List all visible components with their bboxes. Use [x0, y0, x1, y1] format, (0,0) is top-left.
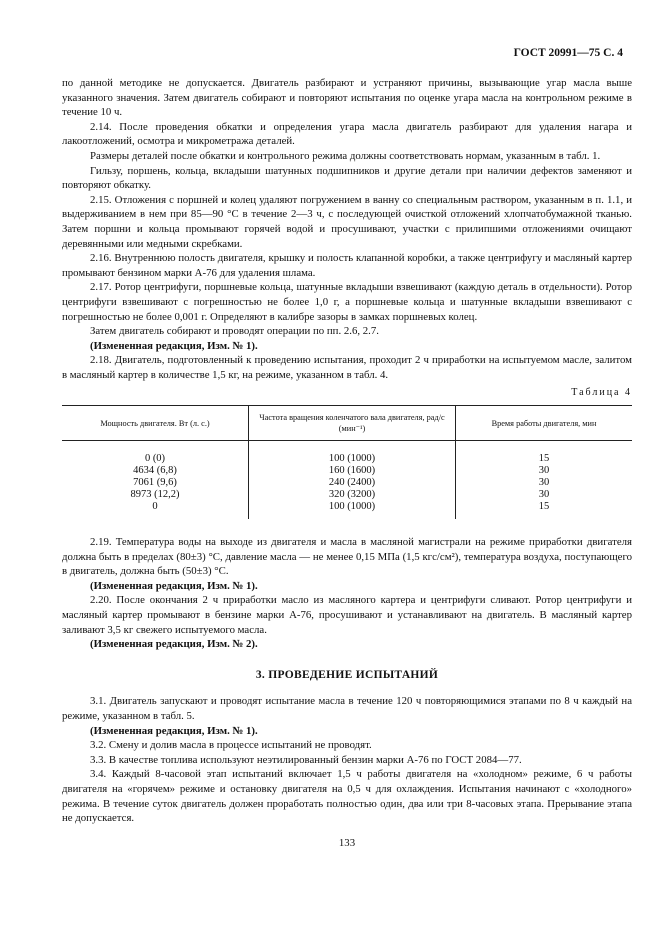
- paragraph: Гильзу, поршень, кольца, вкладыши шатунных подшипников и другие детали при наличии дефектов заменяют и повторяют обкатку.: [62, 164, 632, 192]
- table-cell: 320 (3200): [249, 489, 456, 501]
- amendment-note: (Измененная редакция, Изм. № 1).: [90, 579, 258, 592]
- table-cell: 8973 (12,2): [130, 489, 180, 501]
- paragraph: 2.18. Двигатель, подготовленный к проведению испытания, проходит 2 ч приработки на испытуемом масле, залитом в масляный картер в количестве 1,5 кг, на режиме, указанном в табл. 4.: [62, 354, 632, 381]
- table-cell: 30: [456, 489, 633, 501]
- table-header-row: [62, 406, 632, 441]
- section-title: 3. ПРОВЕДЕНИЕ ИСПЫТАНИЙ: [255, 668, 439, 681]
- paragraphs-bottom: [62, 694, 632, 825]
- table-row: [62, 465, 632, 477]
- paragraph: 2.15. Отложения с поршней и колец удаляют погружением в ванну со специальным раствором, указанным в п. 1.1, и выдерживанием в нем при 85—90 °С в течение 2—3 ч, с последующей очисткой отложений хлопчатобумажной тканью. Затем поршни и кольца промывают горячей водой и просушивают, участки с прилипшими отложениями очищают деревянными или медными скребками.: [62, 193, 632, 250]
- paragraph: 3.2. Смену и долив масла в процессе испытаний не проводят.: [90, 739, 372, 752]
- page-number: 133: [338, 836, 356, 849]
- amendment-note: (Измененная редакция, Изм. № 1).: [90, 339, 258, 352]
- amendment-note: (Измененная редакция, Изм. № 2).: [90, 638, 258, 651]
- paragraph: 2.19. Температура воды на выходе из двигателя и масла в масляной магистрали на режиме приработки двигателя должна быть в пределах (80±3) °С, давление масла — не менее 0,15 МПа (1,5 кгс/см²), температура воздуха, поступающего в двигатель, должна быть (50±3) °С.: [62, 536, 632, 578]
- paragraphs-mid: [62, 535, 632, 652]
- table-row: [62, 489, 632, 501]
- table-cell: 160 (1600): [249, 465, 456, 477]
- table-cell: 240 (2400): [249, 477, 456, 489]
- table-cell: 100 (1000): [249, 501, 456, 519]
- table-cell: 30: [456, 465, 633, 477]
- table-cell: 15: [456, 501, 633, 519]
- table-header-time: Время работы двигателя, мин: [456, 406, 633, 441]
- table-row: [62, 441, 632, 466]
- paragraph: 2.14. После проведения обкатки и определения угара масла двигатель разбирают для удаления нагара и лакоотложений, осмотра и микрометража деталей.: [62, 120, 632, 148]
- table-cell: 4634 (6,8): [133, 465, 177, 477]
- document-body: [62, 76, 632, 850]
- paragraph: Затем двигатель собирают и проводят операции по пп. 2.6, 2.7.: [90, 325, 379, 338]
- table-cell: 30: [456, 477, 633, 489]
- paragraph: по данной методике не допускается. Двигатель разбирают и устраняют причины, вызывающие угар масла выше указанного значения. Затем двигатель собирают и повторяют испытания по оценке угара масла на контрольном режиме в течение 10 ч.: [62, 77, 632, 119]
- table-cell: 0: [152, 501, 158, 513]
- table-header-power: Мощность двигателя. Вт (л. с.): [100, 418, 210, 428]
- table-cell: 0 (0): [144, 453, 166, 465]
- table-cell: 100 (1000): [249, 441, 456, 466]
- paragraph: 2.17. Ротор центрифуги, поршневые кольца, шатунные вкладыши взвешивают (каждую деталь в отдельности). Ротор центрифуги взвешивают с погрешностью не более 1,0 г, а поршневые кольца и шатунные вкладыши взвешивают с погрешностью не более 0,001 г. Определяют в калибре зазоры в замках поршневых колец.: [62, 281, 632, 323]
- table-header-rpm: Частота вращения коленчатого вала двигателя, рад/с (мин⁻¹): [249, 406, 456, 441]
- paragraph: 3.4. Каждый 8-часовой этап испытаний включает 1,5 ч работы двигателя на «холодном» режиме, 6 ч работы двигателя на «горячем» режиме и остановку двигателя на 0,5 ч для охлаждения. Испытания начинают с «холодного» режима. В течение суток двигатель должен проработать полностью один, два или три 8-часовых этапа. Прерывание этапа не допускается.: [62, 768, 632, 825]
- amendment-note: (Измененная редакция, Изм. № 1).: [90, 724, 258, 737]
- paragraph: Размеры деталей после обкатки и контрольного режима должны соответствовать нормам, указанным в табл. 1.: [90, 149, 601, 162]
- page-header: ГОСТ 20991—75 С. 4: [513, 47, 623, 59]
- paragraph: 2.20. После окончания 2 ч приработки масло из масляного картера и центрифуги сливают. Ротор центрифуги и масляный картер промывают в бензине марки А-76, просушивают и устанавливают на двигатель. В масляный картер заливают 3,5 кг свежего испытуемого масла.: [62, 594, 632, 636]
- paragraph: 3.1. Двигатель запускают и проводят испытание масла в течение 120 ч повторяющимися этапами по 8 ч каждый на режиме, указанном в табл. 5.: [62, 695, 632, 722]
- table-caption: Таблица 4: [571, 387, 632, 399]
- table-cell: 7061 (9,6): [133, 477, 177, 489]
- paragraph: 2.16. Внутреннюю полость двигателя, крышку и полость клапанной коробки, а также центрифугу и масляный картер промывают бензином марки А-76 для удаления шлама.: [62, 252, 632, 279]
- table-row: [62, 477, 632, 489]
- paragraph: 3.3. В качестве топлива используют неэтилированный бензин марки А-76 по ГОСТ 2084—77.: [90, 753, 522, 766]
- table-4: [62, 405, 632, 519]
- table-row: [62, 501, 632, 519]
- paragraphs-top: [62, 76, 632, 382]
- table-cell: 15: [456, 441, 633, 466]
